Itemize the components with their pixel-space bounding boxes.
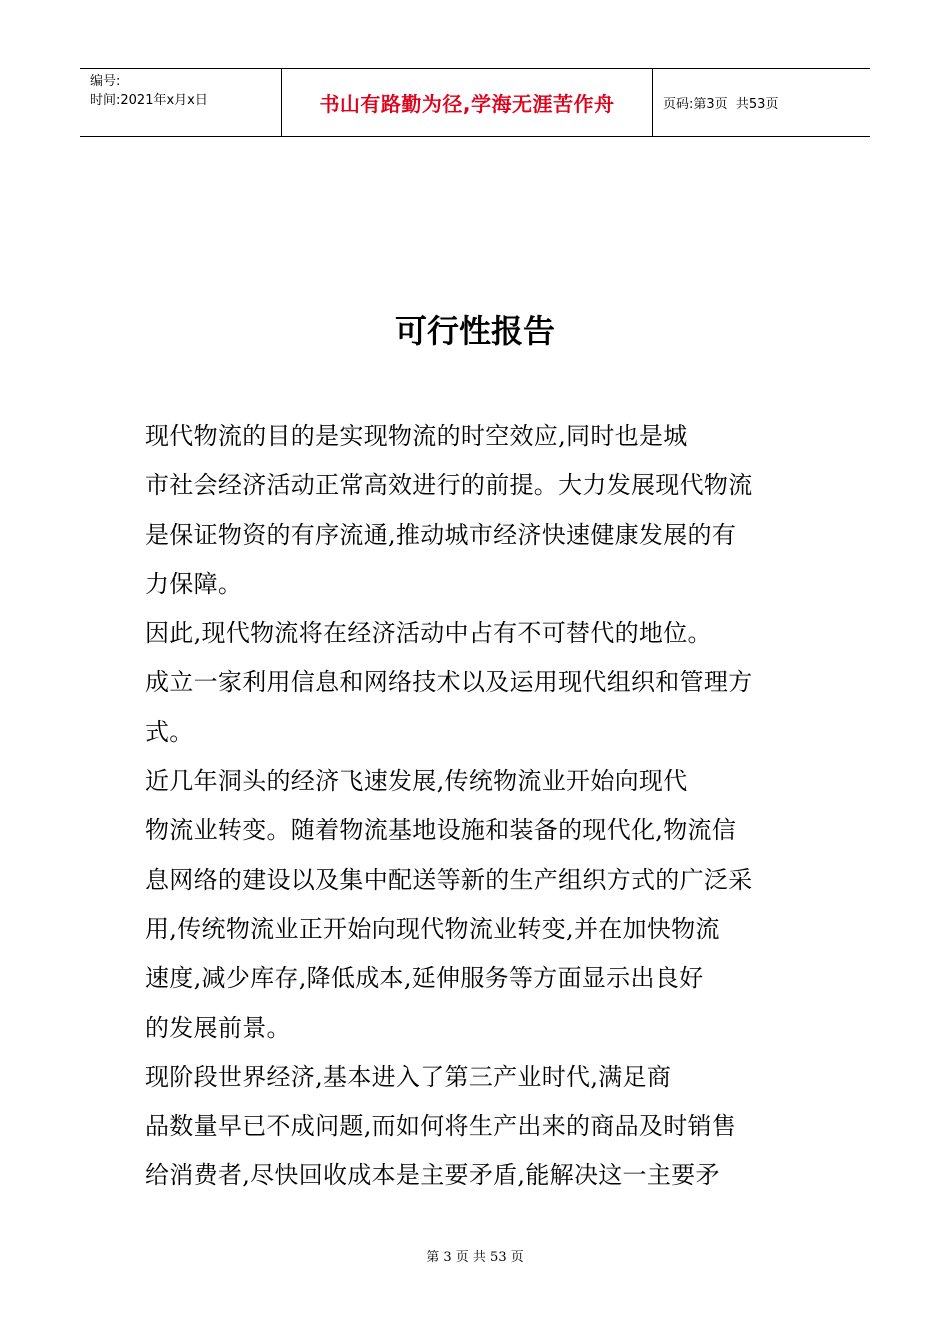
document-time-label: 时间:2021年x月x日 xyxy=(90,93,208,108)
body-line: 速度,减少库存,降低成本,延伸服务等方面显示出良好 xyxy=(145,964,704,993)
body-line: 式。 xyxy=(145,717,194,746)
body-line: 是保证物资的有序流通,推动城市经济快速健康发展的有 xyxy=(145,520,737,549)
body-line: 现阶段世界经济,基本进入了第三产业时代,满足商 xyxy=(145,1062,672,1091)
page-header xyxy=(80,68,870,137)
body-line: 力保障。 xyxy=(145,569,243,598)
header-page-info: 页码:第3页 共53页 xyxy=(663,97,779,112)
body-line: 息网络的建设以及集中配送等新的生产组织方式的广泛采 xyxy=(145,865,753,894)
body-line: 的发展前景。 xyxy=(145,1013,291,1042)
page-footer: 第 3 页 共 53 页 xyxy=(426,1250,524,1265)
header-meta xyxy=(80,69,282,136)
body-line: 市社会经济活动正常高效进行的前提。大力发展现代物流 xyxy=(145,471,753,500)
body-line: 近几年洞头的经济飞速发展,传统物流业开始向现代 xyxy=(145,767,688,796)
document-body xyxy=(145,412,809,1201)
header-motto: 书山有路勤为径,学海无涯苦作舟 xyxy=(319,92,615,116)
body-line: 给消费者,尽快回收成本是主要矛盾,能解决这一主要矛 xyxy=(145,1161,720,1190)
header-page-info-cell xyxy=(653,69,870,136)
body-line: 现代物流的目的是实现物流的时空效应,同时也是城 xyxy=(145,422,688,450)
document-title: 可行性报告 xyxy=(394,312,555,350)
body-line: 因此,现代物流将在经济活动中占有不可替代的地位。 xyxy=(145,619,712,648)
header-motto-cell xyxy=(282,69,653,136)
body-line: 品数量早已不成问题,而如何将生产出来的商品及时销售 xyxy=(145,1112,737,1141)
body-line: 物流业转变。随着物流基地设施和装备的现代化,物流信 xyxy=(145,816,737,845)
body-line: 用,传统物流业正开始向现代物流业转变,并在加快物流 xyxy=(145,914,720,943)
document-number-label: 编号: xyxy=(90,74,121,89)
body-line: 成立一家利用信息和网络技术以及运用现代组织和管理方 xyxy=(145,668,753,697)
